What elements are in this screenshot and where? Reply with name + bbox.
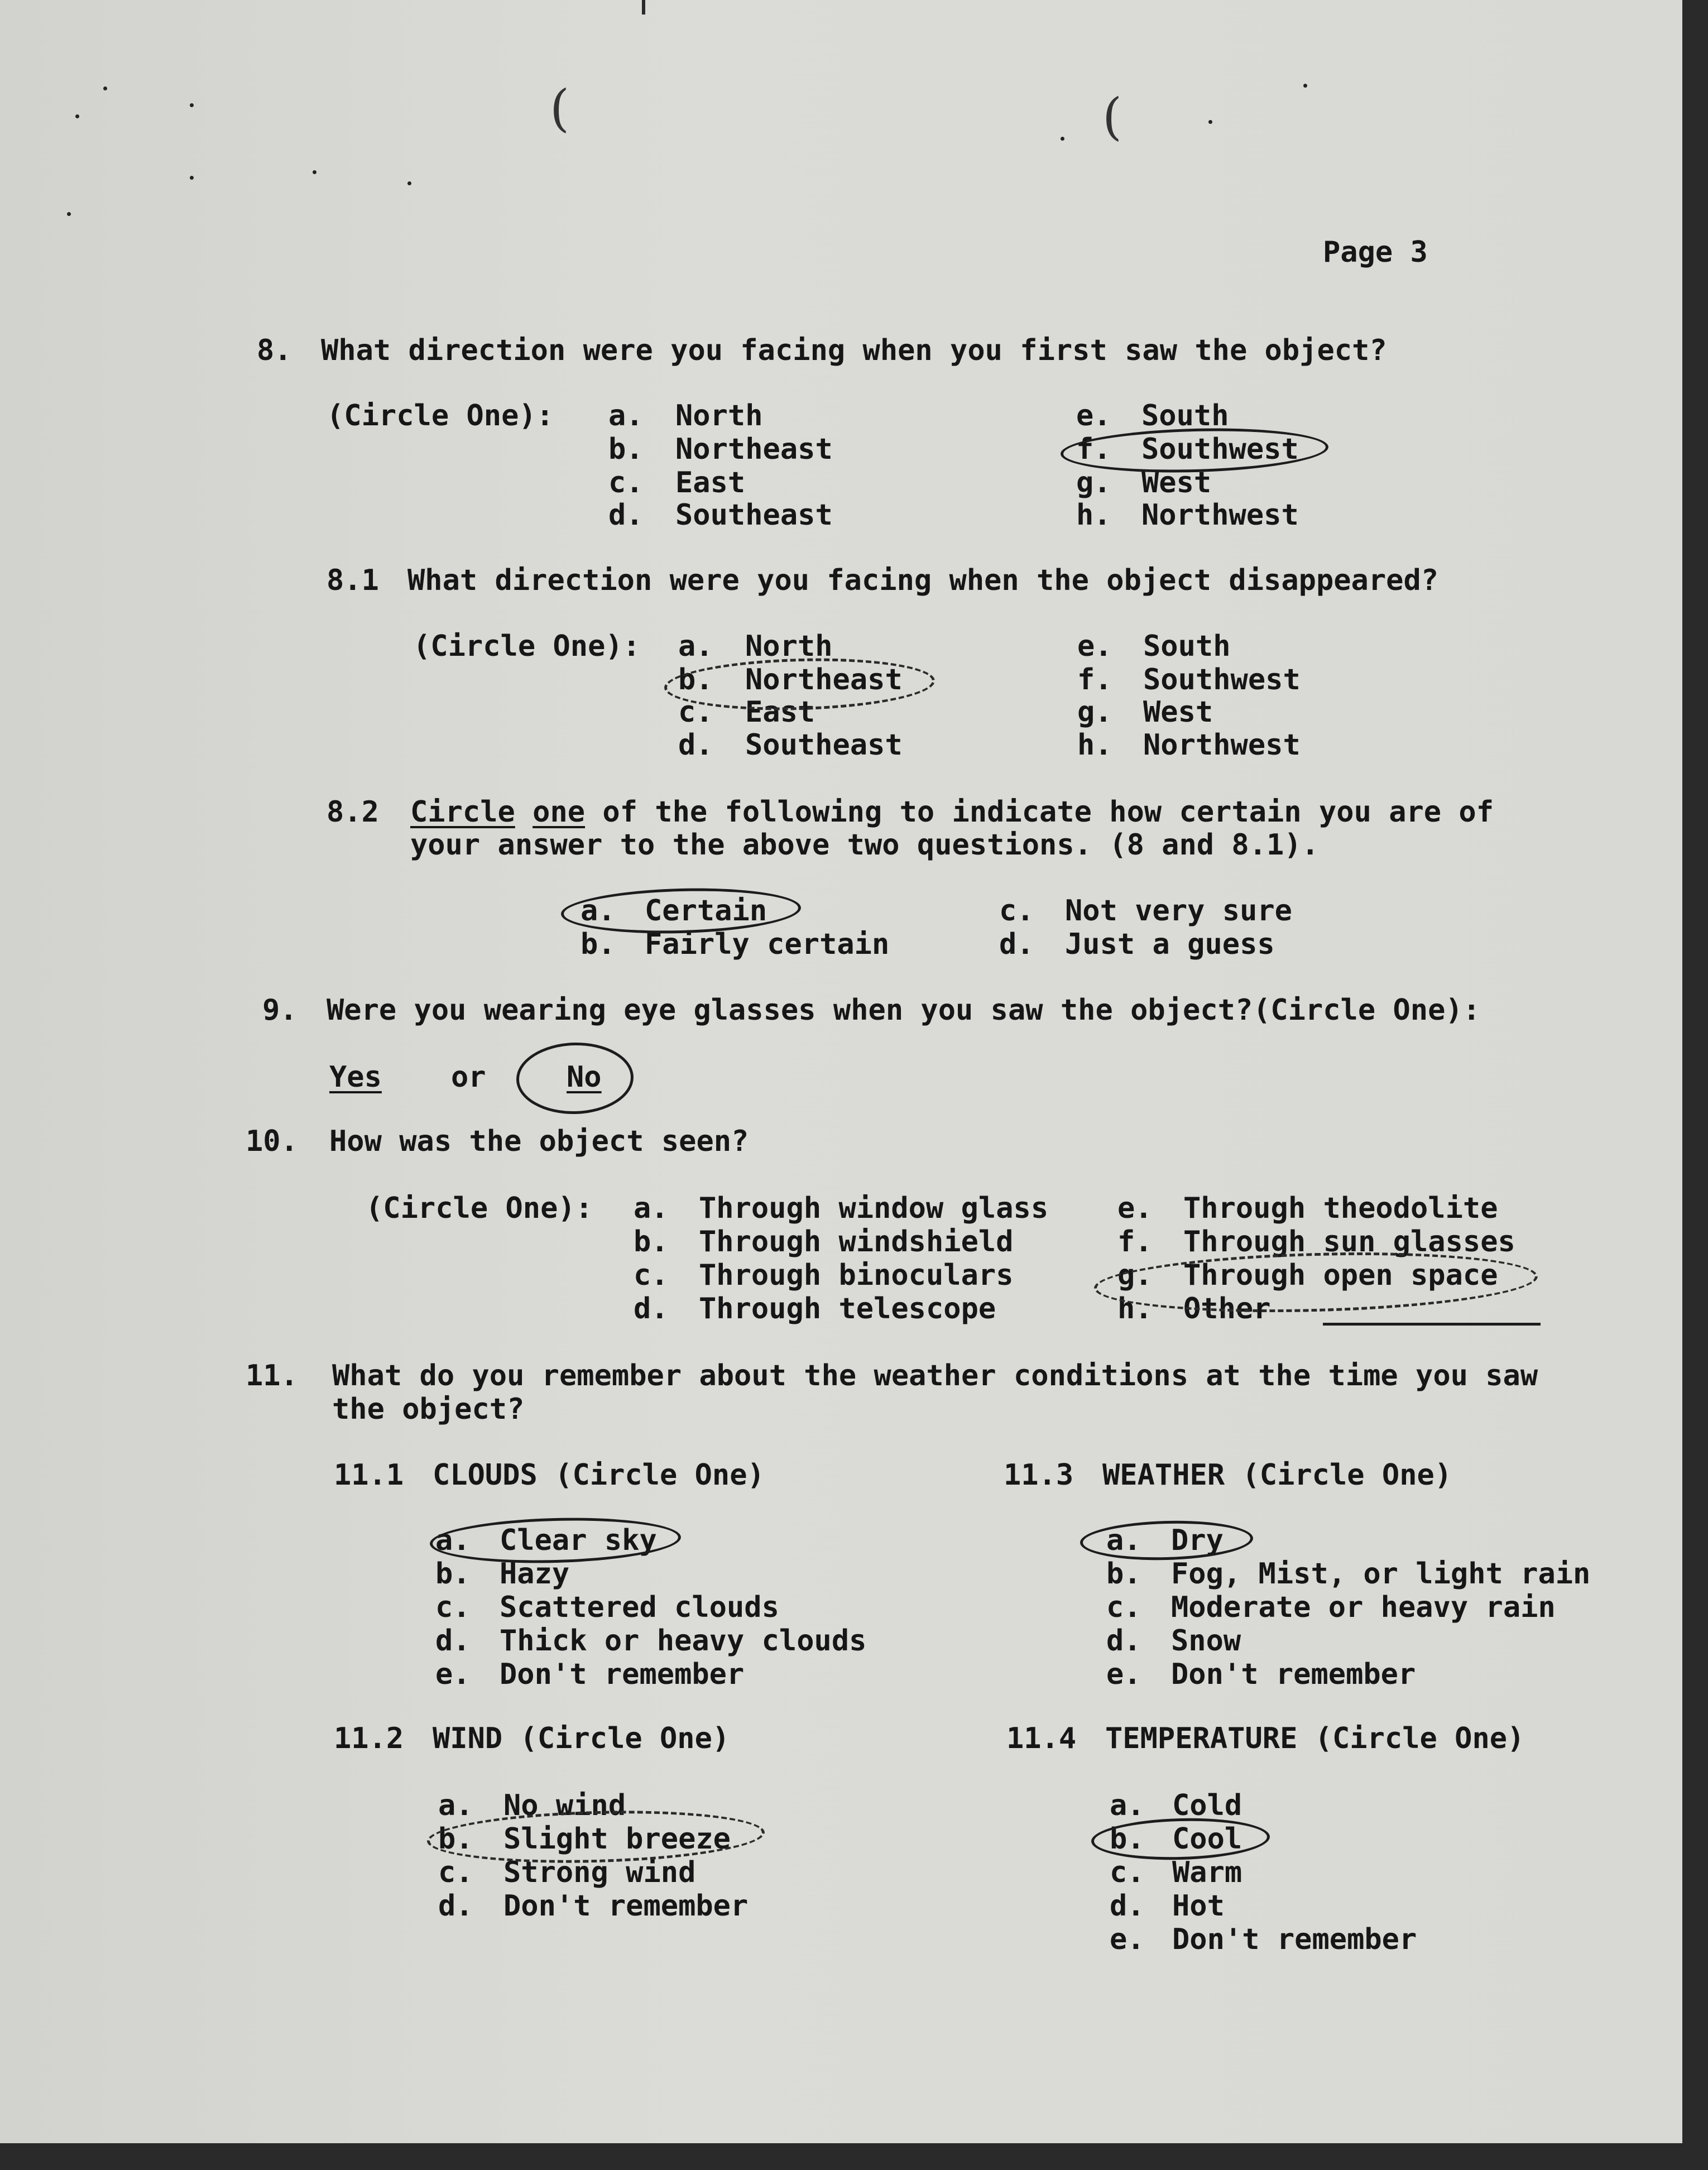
page-number: Page 3 <box>1323 236 1428 269</box>
wind-option-letter: a. <box>438 1789 473 1822</box>
question-8-text: What direction were you facing when you first saw the object? <box>321 334 1387 367</box>
temperature-option-letter: e. <box>1110 1923 1145 1956</box>
handwritten-circle-slight-breeze <box>426 1807 765 1867</box>
q8-2-option-fairly-certain: Fairly certain <box>645 928 890 961</box>
q8-1-option-west: West <box>1143 695 1213 729</box>
question-8-1-instruction: (Circle One): <box>413 630 640 663</box>
q8-1-option-southwest: Southwest <box>1143 663 1301 697</box>
q8-1-option-south: South <box>1143 630 1231 663</box>
scan-speck <box>1061 137 1064 141</box>
q10-option-windshield: Through windshield <box>699 1225 1014 1259</box>
q8-option-letter: g. <box>1076 466 1111 500</box>
clouds-option-letter: e. <box>435 1658 471 1691</box>
weather-option-snow: Snow <box>1171 1624 1241 1658</box>
weather-option-letter: c. <box>1106 1591 1141 1624</box>
q8-2-option-certain: Certain <box>645 894 767 928</box>
question-8-1-text: What direction were you facing when the object disappeared? <box>407 564 1439 597</box>
q8-option-southwest: Southwest <box>1141 433 1299 466</box>
question-11-text-line2: the object? <box>332 1393 525 1426</box>
q10-option-letter: f. <box>1117 1225 1153 1259</box>
q9-option-no: No <box>567 1060 602 1094</box>
q10-option-letter: h. <box>1117 1292 1153 1326</box>
q8-option-letter: e. <box>1076 399 1111 433</box>
section-11-2-title: WIND (Circle One) <box>433 1722 730 1755</box>
wind-option-letter: c. <box>438 1856 473 1889</box>
temperature-option-hot: Hot <box>1172 1889 1225 1923</box>
clouds-option-letter: d. <box>435 1624 471 1658</box>
q10-option-sun-glasses: Through sun glasses <box>1183 1225 1515 1259</box>
clouds-option-letter: a. <box>435 1524 471 1557</box>
q8-option-west: West <box>1141 466 1212 500</box>
q8-1-option-letter: d. <box>678 728 713 762</box>
wind-option-letter: d. <box>438 1889 473 1923</box>
q9-option-yes: Yes <box>329 1060 382 1094</box>
q8-2-option-letter: a. <box>580 894 616 928</box>
clouds-option-dont-remember: Don't remember <box>500 1658 745 1691</box>
q10-option-telescope: Through telescope <box>699 1292 996 1326</box>
q8-option-northeast: Northeast <box>675 433 833 466</box>
section-11-3-number: 11.3 <box>1004 1458 1074 1492</box>
handwritten-circle-clear-sky <box>429 1515 682 1566</box>
q8-2-option-just-a-guess: Just a guess <box>1065 928 1275 961</box>
q8-option-northwest: Northwest <box>1141 498 1299 532</box>
q8-option-southeast: Southeast <box>675 498 833 532</box>
q8-option-letter: c. <box>608 466 644 500</box>
q9-or: or <box>451 1060 486 1094</box>
section-11-4-number: 11.4 <box>1006 1722 1077 1755</box>
clouds-option-hazy: Hazy <box>500 1557 570 1591</box>
q10-option-letter: g. <box>1117 1259 1153 1292</box>
weather-option-rain: Moderate or heavy rain <box>1171 1591 1556 1624</box>
q10-option-letter: a. <box>634 1192 669 1225</box>
q10-option-binoculars: Through binoculars <box>699 1259 1014 1292</box>
temperature-option-warm: Warm <box>1172 1856 1242 1889</box>
q10-option-other: Other <box>1183 1292 1271 1326</box>
q8-option-south: South <box>1141 399 1229 433</box>
q10-option-letter: b. <box>634 1225 669 1259</box>
q8-option-north: North <box>675 399 763 433</box>
weather-option-letter: a. <box>1106 1524 1141 1557</box>
section-11-1-title: CLOUDS (Circle One) <box>433 1458 765 1492</box>
weather-option-letter: e. <box>1106 1658 1141 1691</box>
question-10-instruction: (Circle One): <box>366 1192 593 1225</box>
q8-option-letter: f. <box>1076 433 1111 466</box>
q8-option-letter: a. <box>608 399 644 433</box>
q8-option-letter: h. <box>1076 498 1111 532</box>
question-10-text: How was the object seen? <box>329 1125 749 1158</box>
wind-option-slight-breeze: Slight breeze <box>503 1822 731 1856</box>
weather-option-dry: Dry <box>1171 1524 1224 1557</box>
scan-speck <box>1208 120 1212 124</box>
q8-1-option-north: North <box>745 630 833 663</box>
q10-option-window-glass: Through window glass <box>699 1192 1049 1225</box>
handwritten-circle-dry <box>1080 1519 1254 1562</box>
q8-2-option-letter: b. <box>580 928 616 961</box>
scan-speck <box>103 87 107 90</box>
handwritten-circle-open-space <box>1093 1247 1538 1318</box>
scan-speck <box>313 170 316 174</box>
scan-speck <box>190 176 194 180</box>
circle-underlined-word: Circle <box>410 795 515 829</box>
weather-option-letter: b. <box>1106 1557 1141 1591</box>
temperature-option-letter: d. <box>1110 1889 1145 1923</box>
scan-speck <box>190 103 194 107</box>
q8-1-option-southeast: Southeast <box>745 728 903 762</box>
q10-option-theodolite: Through theodolite <box>1183 1192 1498 1225</box>
weather-option-letter: d. <box>1106 1624 1141 1658</box>
clouds-option-scattered: Scattered clouds <box>500 1591 779 1624</box>
question-8-2-line1-rest: of the following to indicate how certain you are of <box>602 795 1494 829</box>
other-blank-line <box>1323 1323 1541 1326</box>
question-11-number: 11. <box>246 1359 298 1393</box>
weather-option-fog: Fog, Mist, or light rain <box>1171 1557 1591 1591</box>
wind-option-no-wind: No wind <box>503 1789 626 1822</box>
section-11-2-number: 11.2 <box>334 1722 404 1755</box>
scan-border-right <box>1682 0 1708 2170</box>
wind-option-dont-remember: Don't remember <box>503 1889 749 1923</box>
q10-option-letter: c. <box>634 1259 669 1292</box>
q8-1-option-northeast: Northeast <box>745 663 903 697</box>
question-8-number: 8. <box>257 334 292 367</box>
question-8-1-number: 8.1 <box>327 564 379 597</box>
q8-1-option-letter: f. <box>1077 663 1112 697</box>
scan-border-bottom <box>0 2143 1708 2170</box>
question-8-2-line1 <box>410 795 1494 829</box>
scan-speck <box>1303 84 1307 88</box>
temperature-option-letter: b. <box>1110 1822 1145 1856</box>
q8-option-letter: d. <box>608 498 644 532</box>
temperature-option-cold: Cold <box>1172 1789 1242 1822</box>
clouds-option-clear-sky: Clear sky <box>500 1524 657 1557</box>
scan-speck <box>75 114 79 118</box>
temperature-option-cool: Cool <box>1172 1822 1242 1856</box>
q10-option-open-space: Through open space <box>1183 1259 1498 1292</box>
q8-1-option-letter: e. <box>1077 630 1112 663</box>
clouds-option-thick: Thick or heavy clouds <box>500 1624 867 1658</box>
question-8-instruction: (Circle One): <box>327 399 554 433</box>
q8-1-option-letter: b. <box>678 663 713 697</box>
question-9-text: Were you wearing eye glasses when you saw the object? <box>327 993 1253 1027</box>
q8-option-east: East <box>675 466 746 500</box>
q10-option-letter: e. <box>1117 1192 1153 1225</box>
scan-mark: ( <box>1102 88 1122 146</box>
q8-1-option-letter: g. <box>1077 695 1112 729</box>
q8-2-option-letter: d. <box>999 928 1034 961</box>
q8-1-option-letter: h. <box>1077 728 1112 762</box>
temperature-option-dont-remember: Don't remember <box>1172 1923 1417 1956</box>
clouds-option-letter: b. <box>435 1557 471 1591</box>
q8-1-option-northwest: Northwest <box>1143 728 1301 762</box>
question-11-text-line1: What do you remember about the weather conditions at the time you saw <box>332 1359 1538 1393</box>
question-9-instruction: (Circle One): <box>1253 993 1480 1027</box>
q8-2-option-not-very-sure: Not very sure <box>1065 894 1292 928</box>
question-8-2-number: 8.2 <box>327 795 379 829</box>
scan-speck <box>407 181 411 185</box>
scan-mark <box>642 0 645 15</box>
question-9-number: 9. <box>262 993 298 1027</box>
q8-option-letter: b. <box>608 433 644 466</box>
wind-option-strong-wind: Strong wind <box>503 1856 696 1889</box>
one-underlined-word: one <box>532 795 586 829</box>
q10-option-letter: d. <box>634 1292 669 1326</box>
scan-mark: ( <box>550 79 570 138</box>
weather-option-dont-remember: Don't remember <box>1171 1658 1416 1691</box>
section-11-4-title: TEMPERATURE (Circle One) <box>1105 1722 1525 1755</box>
section-11-1-number: 11.1 <box>334 1458 404 1492</box>
q8-2-option-letter: c. <box>999 894 1034 928</box>
question-10-number: 10. <box>246 1125 298 1158</box>
q8-1-option-east: East <box>745 695 815 729</box>
wind-option-letter: b. <box>438 1822 473 1856</box>
temperature-option-letter: a. <box>1110 1789 1145 1822</box>
q8-1-option-letter: c. <box>678 695 713 729</box>
clouds-option-letter: c. <box>435 1591 471 1624</box>
q8-1-option-letter: a. <box>678 630 713 663</box>
question-8-2-line2: your answer to the above two questions. (8 and 8.1). <box>410 828 1319 862</box>
section-11-3-title: WEATHER (Circle One) <box>1102 1458 1452 1492</box>
handwritten-circle-no <box>515 1041 634 1115</box>
temperature-option-letter: c. <box>1110 1856 1145 1889</box>
scan-speck <box>67 212 71 216</box>
